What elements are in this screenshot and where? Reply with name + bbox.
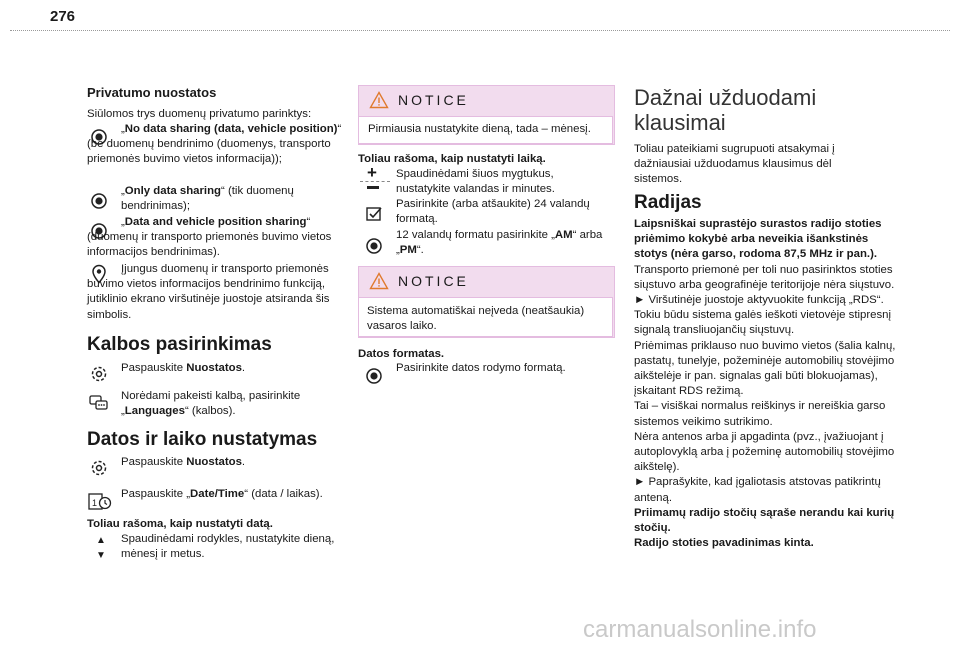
time-setting-text-2: Pasirinkite (arba atšaukite) 24 valandų formatą.	[396, 198, 590, 226]
page-number: 276	[50, 8, 76, 25]
radio-selected-icon	[90, 192, 108, 210]
answer-1: Transporto priemonė per toli nuo pasirinktos stoties siųstuvo arba geografinėje teritorijoje nėra siųstuvo.	[634, 263, 895, 291]
notice-title-1: NOTICE	[398, 92, 469, 108]
radio-heading: Radijas	[634, 192, 702, 213]
date-format-text: Pasirinkite datos rodymo formatą.	[396, 362, 566, 374]
arrow-down-icon: ▼	[96, 550, 106, 561]
privacy-option-1: „No data sharing (data, vehicle position)“ (be duomenų bendrinimo (duomenys, transporto priemonės buvimo vietos informacija));	[87, 123, 342, 166]
svg-text:1: 1	[92, 498, 98, 508]
date-setting-title: Toliau rašoma, kaip nustatyti datą.	[87, 518, 273, 530]
date-setting-text: Spaudinėdami rodykles, nustatykite dieną, mėnesį ir metus.	[121, 533, 335, 561]
language-step-settings: Paspauskite Nuostatos.	[121, 362, 246, 374]
datetime-step-datetime: Paspauskite „Date/Time“ (data / laikas).	[121, 488, 323, 500]
time-setting-text-1: Spaudinėdami šiuos mygtukus, nustatykite valandas ir minutes.	[396, 168, 555, 196]
radio-faq-body	[634, 217, 899, 551]
header-divider	[10, 30, 950, 31]
question-2: Priimamų radijo stočių sąraše nerandu kai kurių stočių.	[634, 506, 895, 535]
button-separator	[360, 181, 390, 182]
date-format-title: Datos formatas.	[358, 348, 445, 360]
watermark: carmanualsonline.info	[583, 616, 817, 643]
answer-2: Priėmimas priklauso nuo buvimo vietos (šalia kalnų, pastatų, tunelyje, požeminėje automobilių stovėjimo aikštelėje ir pan. signalas gali būti blokuojamas), įskaitant RDS režimą.	[634, 339, 896, 398]
privacy-heading: Privatumo nuostatos	[87, 85, 217, 100]
question-3: Radijo stoties pavadinimas kinta.	[634, 537, 814, 550]
language-heading: Kalbos pasirinkimas	[87, 334, 272, 355]
warning-icon	[369, 272, 389, 290]
datetime-heading: Datos ir laiko nustatymas	[87, 429, 318, 450]
answer-3: Tai – visiškai normalus reiškinys ir nereiškia garso sistemos veikimo sutrikimo.	[634, 400, 886, 428]
answer-4-step: ► Paprašykite, kad įgaliotasis atstovas patikrintų anteną.	[634, 476, 881, 504]
answer-1-step: ► Viršutinėje juostoje aktyvuokite funkciją „RDS“. Tokiu būdu sistema galės ieškoti vietovėje stipresnį signalą transliuojančių siųstuvų.	[634, 294, 892, 337]
radio-selected-icon	[365, 367, 383, 385]
notice-text-1: Pirmiausia nustatykite dieną, tada – mėnesį.	[358, 116, 613, 144]
language-step-languages: Norėdami pakeisti kalbą, pasirinkite „Languages“ (kalbos).	[121, 390, 301, 418]
time-setting-title: Toliau rašoma, kaip nustatyti laiką.	[358, 153, 546, 165]
languages-icon	[88, 393, 110, 413]
privacy-intro: Siūlomos trys duomenų privatumo parinktys:	[87, 108, 312, 120]
notice-text-2: Sistema automatiškai neįveda (neatšaukia) vasaros laiko.	[358, 297, 613, 337]
faq-title: Dažnai užduodami klausimai	[634, 85, 817, 135]
time-setting-text-3: 12 valandų formatu pasirinkite „AM“ arba „PM“.	[396, 229, 603, 257]
location-sharing-text: Įjungus duomenų ir transporto priemonės buvimo vietos informacijos bendrinimo funkciją, jutiklinio ekrano viršutinėje juostoje atsiranda šis simbolis.	[87, 263, 330, 321]
privacy-option-3: „Data and vehicle position sharing“ (duomenų ir transporto priemonės buvimo vietos informacijos bendrinimas).	[87, 216, 332, 259]
arrow-up-icon: ▲	[96, 535, 106, 546]
gear-icon	[89, 458, 109, 478]
faq-intro: Toliau pateikiami sugrupuoti atsakymai į dažniausiai užduodamus klausimus dėl sistemos.	[634, 143, 835, 186]
answer-4: Nėra antenos arba ji apgadinta (pvz., įvažiuojant į autoplovyklą arba į požeminę automobilių stovėjimo aikštelę).	[634, 430, 895, 474]
radio-selected-icon	[365, 237, 383, 255]
notice-title-2: NOTICE	[398, 273, 469, 289]
date-time-icon	[88, 491, 112, 511]
datetime-step-settings: Paspauskite Nuostatos.	[121, 456, 246, 468]
plus-icon: +	[367, 163, 377, 182]
warning-icon	[369, 91, 389, 109]
checkbox-icon	[365, 205, 383, 223]
minus-icon	[367, 186, 379, 189]
question-1: Laipsniškai suprastėjo surastos radijo stoties priėmimo kokybė arba neveikia išankstinės stotys (nėra garso, rodoma 87,5 MHz ir pan.).	[634, 218, 882, 261]
privacy-option-2: „Only data sharing“ (tik duomenų bendrinimas);	[121, 185, 294, 213]
gear-icon	[89, 364, 109, 384]
